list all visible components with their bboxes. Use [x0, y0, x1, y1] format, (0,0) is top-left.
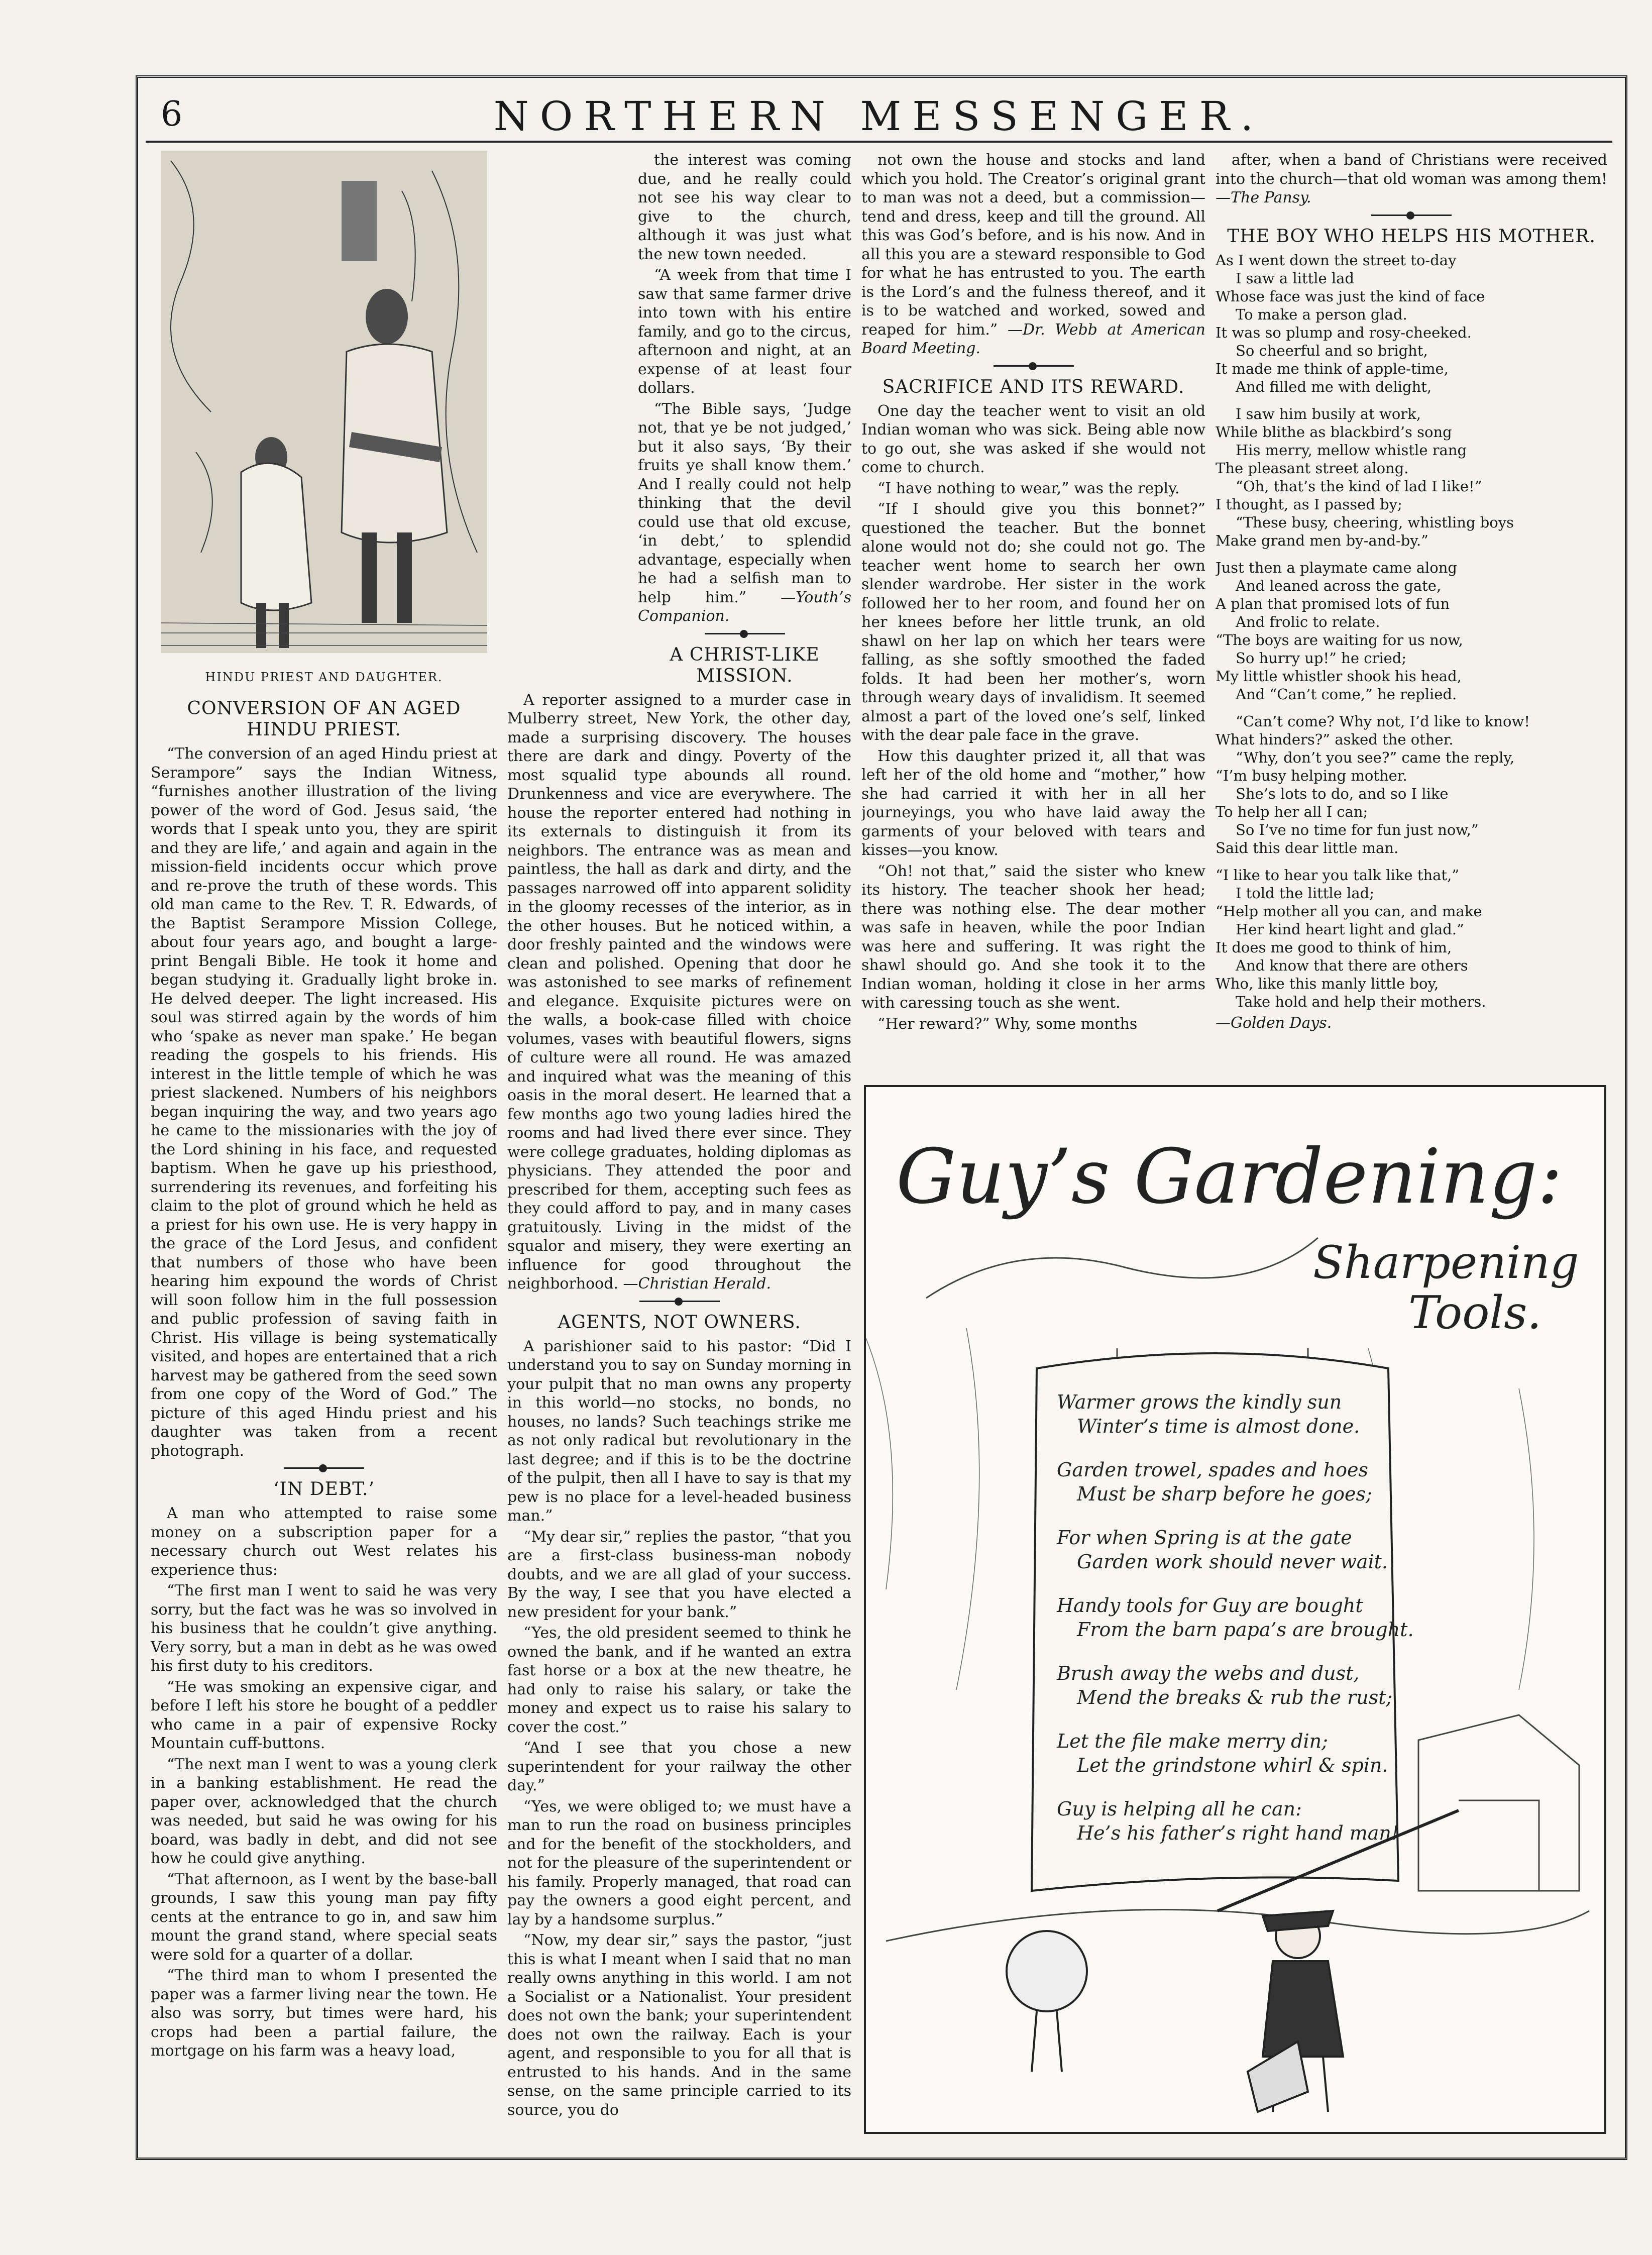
- article-paragraph: “He was smoking an expensive cigar, and before I left his store he bought of a peddler who came in a pair of expensive Rocky Mountain cuff-buttons.: [151, 1678, 497, 1752]
- scroll-line: Warmer grows the kindly sun: [1057, 1391, 1342, 1413]
- source-credit: —Dr. Webb at American Board Meeting.: [861, 320, 1205, 357]
- article-paragraph: “If I should give you this bonnet?” questioned the teacher. But the bonnet alone would not do; she could not go. The teacher went home to search her own slender wardrobe. Her sister in the work followed her to her room, and found her on her knees before her little trunk, an old shawl on her lap on which her tears were falling, as she softly smoothed the faded folds. It had been her mother’s, worn through weary days of invalidism. It seemed almost a part of the loved one’s self, linked with the dear pale face in the grave.: [861, 500, 1205, 744]
- poem-line: It does me good to think of him,: [1216, 938, 1452, 956]
- scroll-line: Let the grindstone whirl & spin.: [1077, 1754, 1388, 1776]
- poem-body: [1216, 251, 1607, 1011]
- article-title-sacrifice: SACRIFICE AND ITS REWARD.: [882, 376, 1185, 397]
- poem-line: Her kind heart light and glad.”: [1236, 920, 1464, 938]
- image-caption: HINDU PRIEST AND DAUGHTER.: [205, 670, 443, 684]
- poem-line: And frolic to relate.: [1236, 613, 1380, 630]
- article-paragraph: “The next man I went to was a young clerk in a banking establishment. He read the paper over, acknowledged that the church was needed, but said he was owing for his board, was badly in debt, and did not see how he could give anything.: [151, 1755, 497, 1867]
- poem-source: —Golden Days.: [1216, 1014, 1332, 1032]
- poem-line: “The boys are waiting for us now,: [1216, 631, 1463, 649]
- wrapped-text-beside-image: [638, 151, 851, 687]
- poem-line: Just then a playmate came along: [1216, 559, 1457, 576]
- article-paragraph: not own the house and stocks and land which you hold. The Creator’s original grant to man was not a deed, but a commission—tend and dress, keep and till the ground. All this was God’s before, and is his now. And in all this you are a steward responsible to God for what he has entrusted to you. The earth is the Lord’s and the fulness thereof, and it is to be watched and worked, sowed and reaped for him.” —Dr. Webb at American Board Meeting.: [861, 151, 1205, 357]
- gardening-drawing: [866, 1087, 1604, 2132]
- article-paragraph: “The first man I went to said he was very sorry, but the fact was he was so involved in his business that he couldn’t give anything. Very sorry, but a man in debt as he was owed his first duty to his creditors.: [151, 1582, 497, 1675]
- stanza-break: [1216, 703, 1607, 712]
- poem-line: Take hold and help their mothers.: [1236, 993, 1486, 1010]
- poem-line: While blithe as blackbird’s song: [1216, 423, 1452, 441]
- article-paragraph: “Yes, the old president seemed to think he owned the bank, and if he wanted an extra fast horse or a box at the new theatre, he had only to raise his salary, or take the money and expect us to raise his salary to cover the cost.”: [507, 1624, 851, 1736]
- poem-line: “Can’t come? Why not, I’d like to know!: [1236, 712, 1530, 730]
- article-paragraph: “That afternoon, as I went by the base-ball grounds, I saw this young man pay fifty cents at the entrance to go in, and saw him mount the grand stand, where special seats were sold for a quarter of a dollar.: [151, 1870, 497, 1964]
- poem-line: His merry, mellow whistle rang: [1236, 441, 1467, 459]
- poem-line: To help her all I can;: [1216, 803, 1368, 820]
- article-paragraph: the interest was coming due, and he really could not see his way clear to give to the church, although it was just what the new town needed.: [638, 151, 851, 263]
- poem-line: Whose face was just the kind of face: [1216, 287, 1485, 305]
- article-paragraph: “Her reward?” Why, some months: [877, 1015, 1138, 1033]
- column-4: [1216, 151, 1607, 1080]
- article-paragraph: One day the teacher went to visit an old Indian woman who was sick. Being able now to go out, she was asked if she would not come to church.: [861, 402, 1205, 476]
- stanza-break: [1216, 550, 1607, 559]
- poem-line: “I like to hear you talk like that,”: [1216, 866, 1460, 884]
- section-divider: [1371, 214, 1452, 216]
- article-paragraph: A reporter assigned to a murder case in Mulberry street, New York, the other day, made a surprising discovery. The houses there are dark and dingy. Poverty of the most squalid type abounds all round. Drunkenness and vice are everywhere. The house the reporter entered had nothing in its externals to distinguish it from its neighbors. The entrance was as mean and paintless, the hall as dark and dirty, and the passages narrowed off into apparent solidity in the gloomy recesses of the interior, as in the other houses. But he noticed within, a door freshly painted and the windows were clean and polished. Opening that door he was astonished to see marks of refinement and elegance. Exquisite pictures were on the walls, a book-case filled with choice volumes, vases with beautiful flowers, signs of culture were all round. He was amazed and inquired what was the meaning of this oasis in the moral desert. He learned that a few months ago two young ladies hired the rooms and had lived there ever since. They were college graduates, holding diplomas as physicians. They attended the poor and prescribed for them, accepting such fees as they could afford to pay, and in many cases gratuitously. Living in the midst of the squalor and misery, they were exerting an influence for good throughout the neighborhood. —Christian Herald.: [507, 691, 851, 1293]
- source-credit: —The Pansy.: [1216, 189, 1311, 206]
- page-number: 6: [161, 94, 183, 134]
- column-3: [861, 151, 1205, 1155]
- poem-line: “Oh, that’s the kind of lad I like!”: [1236, 477, 1482, 495]
- poem-line: So I’ve no time for fun just now,”: [1236, 821, 1479, 838]
- poem-line: As I went down the street to-day: [1216, 251, 1457, 269]
- column-1: [151, 151, 497, 2140]
- poem-line: It was so plump and rosy-cheeked.: [1216, 324, 1472, 341]
- poem-line: So cheerful and so bright,: [1236, 342, 1428, 359]
- scroll-line: Mend the breaks & rub the rust;: [1077, 1686, 1393, 1708]
- page-header: [146, 85, 1612, 143]
- scroll-line: Brush away the webs and dust,: [1057, 1662, 1360, 1684]
- article-paragraph: after, when a band of Christians were received into the church—that old woman was among them! —The Pansy.: [1216, 151, 1607, 206]
- article-paragraph: How this daughter prized it, all that was left her of the old home and “mother,” how she had carried it with her in all her journeyings, you who have laid away the garments of your beloved with tears and kisses—you know.: [861, 747, 1205, 859]
- scroll-line: From the barn papa’s are brought.: [1077, 1619, 1414, 1641]
- article-paragraph: “My dear sir,” replies the pastor, “that you are a first-class business-man nobody doubts, and we are all glad of your success. By the way, I see that you have elected a new president for your bank.”: [507, 1528, 851, 1621]
- section-divider: [284, 1467, 364, 1469]
- poem-line: And leaned across the gate,: [1236, 577, 1442, 594]
- article-paragraph: “Oh! not that,” said the sister who knew its history. The teacher shook her head; there was nothing else. The dear mother was safe in heaven, while the poor Indian was here and suffering. It was right the shawl should go. And she took it to the Indian woman, holding it close in her arms with caressing touch as she went.: [861, 862, 1205, 1012]
- poem-line: “Why, don’t you see?” came the reply,: [1236, 748, 1515, 766]
- section-divider: [705, 633, 785, 634]
- article-paragraph: “I have nothing to wear,” was the reply.: [877, 479, 1180, 497]
- illustration-subtitle: Sharpening: [1313, 1236, 1579, 1289]
- stanza-break: [1216, 857, 1607, 866]
- poem-line: Make grand men by-and-by.”: [1216, 531, 1428, 549]
- scroll-line: Guy is helping all he can:: [1057, 1798, 1302, 1820]
- article-paragraph: A parishioner said to his pastor: “Did I understand you to say on Sunday morning in your pulpit that no man owns any property in this world—no stocks, no bonds, no houses, no lands? Such teachings strike me as not only radical but revolutionary in the last degree; and if this is to be the doctrine of the pulpit, then all I have to say is that my pew is no place for a level-headed business man.”: [507, 1337, 851, 1525]
- scroll-line: He’s his father’s right hand man!: [1077, 1822, 1399, 1844]
- poem-line: And know that there are others: [1236, 956, 1468, 974]
- hindu-priest-illustration: [151, 151, 497, 688]
- scroll-line: Handy tools for Guy are bought: [1057, 1594, 1363, 1617]
- poem-line: She’s lots to do, and so I like: [1236, 785, 1449, 802]
- article-title-christ-like: A CHRIST-LIKE MISSION.: [670, 644, 820, 686]
- poem-line: I thought, as I passed by;: [1216, 495, 1402, 513]
- scroll-line: Winter’s time is almost done.: [1077, 1415, 1360, 1437]
- poem-line: I saw a little lad: [1236, 269, 1355, 287]
- poem-line: So hurry up!” he cried;: [1236, 649, 1407, 667]
- illustration-subtitle: Tools.: [1408, 1286, 1541, 1339]
- masthead: NORTHERN MESSENGER.: [493, 93, 1265, 140]
- article-paragraph: “And I see that you chose a new superintendent for your railway the other day.”: [507, 1739, 851, 1794]
- scroll-line: Let the file make merry din;: [1057, 1730, 1328, 1752]
- poem-line: It made me think of apple-time,: [1216, 360, 1449, 377]
- column-2: [507, 151, 851, 2140]
- poem-line: And “Can’t come,” he replied.: [1236, 685, 1457, 703]
- poem-line: Said this dear little man.: [1216, 839, 1399, 856]
- article-body-conversion: “The conversion of an aged Hindu priest at Serampore” says the Indian Witness, “furnishes another illustration of the living power of the word of God. Jesus said, ‘the words that I speak unto you, they are spirit and they are life,’ and again and again in the mission-field incidents occur which prove and re-prove the truth of these words. This old man came to the Rev. T. R. Edwards, of the Baptist Serampore Mission College, about four years ago, and bought a large-print Bengali Bible. He took it home and began studying it. Gradually light broke in. He delved deeper. The light increased. His soul was stirred again by the words of him who ‘spake as never man spake.’ He began reading the gospels to his friends. His interest in the little temple of which he was priest slackened. Numbers of his neighbors began inquiring the way, and two years ago he came to the missionaries with the joy of the Lord shining in his face, and requested baptism. When he gave up his priesthood, surrendering its revenues, and forfeiting his claim to the plot of ground which he held as a priest for his own use. He is very happy in the grace of the Lord Jesus, and confident that numbers of those who have been hearing him expound the words of Christ will soon follow him in the full possession and public profession of saving faith in Christ. His village is being systematically visited, and hopes are entertained that a rich harvest may be gathered from the seed sown from one copy of the Word of God.” The picture of this aged Hindu priest and his daughter was taken from a recent photograph.: [151, 745, 497, 1460]
- scroll-line: Garden work should never wait.: [1077, 1551, 1388, 1573]
- poem-line: To make a person glad.: [1236, 305, 1407, 323]
- article-paragraph: “Now, my dear sir,” says the pastor, “just this is what I meant when I said that no man really owns anything in this world. I am not a Socialist or a Nationalist. Your president does not own the bank; your superintendent does not own the railway. Each is your agent, and responsible to you for all that is entrusted to his hands. And in the same sense, on the same principle carried to its source, you do: [507, 1931, 851, 2119]
- poem-line: My little whistler shook his head,: [1216, 667, 1462, 685]
- poem-line: A plan that promised lots of fun: [1216, 595, 1450, 612]
- scroll-line: Must be sharp before he goes;: [1077, 1483, 1372, 1505]
- article-paragraph: “Yes, we were obliged to; we must have a man to run the road on business principles and for the benefit of the stockholders, and not for the pleasure of the superintendent or his family. Properly managed, that road can pay the owners a good eight percent, and lay by a handsome surplus.”: [507, 1797, 851, 1928]
- source-credit: —Youth’s Companion.: [638, 588, 851, 625]
- illustration-title: Guy’s Gardening:: [896, 1133, 1563, 1221]
- source-credit: —Christian Herald.: [623, 1275, 772, 1293]
- article-paragraph: “A week from that time I saw that same farmer drive into town with his entire family, and go to the circus, afternoon and night, at an expense of at least four dollars.: [638, 266, 851, 397]
- poem-line: “These busy, cheering, whistling boys: [1236, 513, 1514, 531]
- section-divider: [994, 365, 1074, 367]
- poem-line: “Help mother all you can, and make: [1216, 902, 1482, 920]
- scroll-line: For when Spring is at the gate: [1057, 1527, 1352, 1549]
- section-divider: [639, 1301, 720, 1302]
- poem-line: “I’m busy helping mother.: [1216, 767, 1407, 784]
- article-title-agents: AGENTS, NOT OWNERS.: [558, 1312, 801, 1333]
- poem-line: What hinders?” asked the other.: [1216, 730, 1454, 748]
- poem-line: I told the little lad;: [1236, 884, 1374, 902]
- article-title-in-debt: ‘IN DEBT.’: [273, 1479, 375, 1499]
- article-paragraph: “The third man to whom I presented the paper was a farmer living near the town. He also was sorry, but times were hard, his crops had been a partial failure, the mortgage on his farm was a heavy load,: [151, 1967, 497, 2060]
- scroll-line: Garden trowel, spades and hoes: [1057, 1459, 1368, 1481]
- poem-line: And filled me with delight,: [1236, 378, 1432, 395]
- poem-line: I saw him busily at work,: [1236, 405, 1421, 422]
- gardening-illustration: [864, 1085, 1606, 2134]
- article-paragraph: “The Bible says, ‘Judge not, that ye be not judged,’ but it also says, ‘By their fruits ye shall know them.’ And I really could not help thinking that the devil could use that old excuse, ‘in debt,’ to splendid advantage, especially when he had a selfish man to help him.” —Youth’s Companion.: [638, 400, 851, 625]
- stanza-break: [1216, 396, 1607, 405]
- poem-title: THE BOY WHO HELPS HIS MOTHER.: [1227, 226, 1596, 247]
- poem-line: The pleasant street along.: [1216, 459, 1409, 477]
- article-paragraph: A man who attempted to raise some money on a subscription paper for a necessary church out West relates his experience thus:: [151, 1505, 497, 1579]
- article-title-conversion: CONVERSION OF AN AGED HINDU PRIEST.: [187, 698, 461, 740]
- poem-line: Who, like this manly little boy,: [1216, 975, 1439, 992]
- hindu-priest-image: [151, 151, 497, 663]
